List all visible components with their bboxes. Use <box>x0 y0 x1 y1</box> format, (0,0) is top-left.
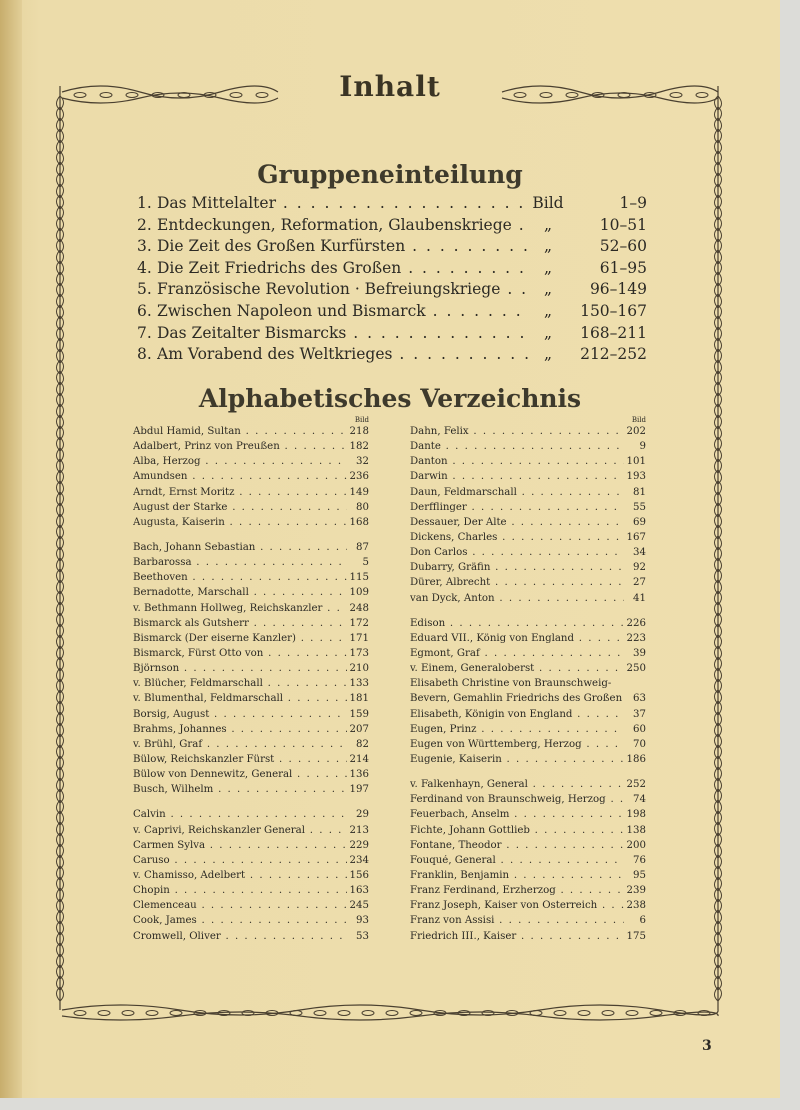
entry-name: Dante . . . <box>410 441 624 452</box>
index-entry <box>133 809 369 824</box>
entry-bild-number: 167 <box>626 531 646 543</box>
index-entry <box>410 618 646 633</box>
entry-name: Cromwell, Oliver . . . <box>133 931 347 942</box>
index-entry <box>410 487 646 502</box>
entry-name: Danton . . . <box>410 456 624 467</box>
entry-bild-number: 70 <box>633 738 646 750</box>
index-entry <box>133 633 369 648</box>
group-label: Die Zeit des Großen Kurfürsten . . . <box>157 237 529 255</box>
group-range: 150–167 <box>580 301 647 320</box>
entry-bild-number: 245 <box>349 900 369 912</box>
index-entry <box>410 693 646 708</box>
entry-bild-number: 74 <box>633 794 646 806</box>
group-label: Am Vorabend des Weltkrieges . . . <box>157 345 529 363</box>
entry-bild-number: 55 <box>633 501 646 513</box>
index-entry <box>410 562 646 577</box>
group-number: 2. <box>137 215 152 234</box>
entry-name: Franklin, Benjamin . . . <box>410 870 624 881</box>
entry-bild-number: 27 <box>633 577 646 589</box>
border-leaf <box>626 1011 638 1016</box>
border-leaf <box>386 1011 398 1016</box>
group-list <box>137 194 647 367</box>
entry-name: v. Brühl, Graf . . . <box>133 739 347 750</box>
entry-bild-number: 214 <box>349 753 369 765</box>
index-entry <box>133 724 369 739</box>
group-label: Die Zeit Friedrichs des Großen . . . <box>157 259 529 277</box>
group-prefix: „ <box>543 215 553 234</box>
entry-name: Dickens, Charles . . . <box>410 532 624 543</box>
group-number: 3. <box>137 237 152 256</box>
letter-gap <box>133 532 369 542</box>
index-entry <box>410 870 646 885</box>
entry-name: v. Bethmann Hollweg, Reichskanzler . . . <box>133 603 347 614</box>
entry-name: Don Carlos . . . <box>410 547 624 558</box>
entry-name: Edison . . . <box>410 618 624 629</box>
index-entry <box>133 456 369 471</box>
index-entry <box>410 809 646 824</box>
entry-name: Franz von Assisi . . . <box>410 915 624 926</box>
group-range: 52–60 <box>599 237 647 256</box>
index-entry <box>410 517 646 532</box>
group-prefix: „ <box>543 345 553 364</box>
entry-bild-number: 218 <box>349 426 369 437</box>
border-leaf <box>122 1011 134 1016</box>
entry-name: Alba, Herzog . . . <box>133 456 347 467</box>
entry-bild-number: 39 <box>633 647 646 659</box>
entry-bild-number: 81 <box>633 486 646 498</box>
entry-name: Eugenie, Kaiserin . . . <box>410 754 624 765</box>
entry-name: Björnson . . . <box>133 663 347 674</box>
entry-name: Calvin . . . <box>133 809 347 820</box>
group-row <box>137 237 647 259</box>
entry-name: Borsig, August . . . <box>133 709 347 720</box>
entry-bild-number: 138 <box>626 824 646 836</box>
index-entry <box>133 441 369 456</box>
index-entry <box>410 678 646 693</box>
index-entry <box>133 825 369 840</box>
entry-bild-number: 223 <box>626 632 646 644</box>
entry-bild-number: 210 <box>349 663 369 675</box>
page-number: 3 <box>702 1038 712 1054</box>
border-leaf <box>362 1011 374 1016</box>
entry-bild-number: 207 <box>349 723 369 735</box>
index-entry <box>133 542 369 557</box>
entry-name: Elisabeth, Königin von England . . . <box>410 709 624 720</box>
entry-bild-number: 5 <box>362 557 369 569</box>
index-entry <box>410 794 646 809</box>
entry-name: v. Einem, Generaloberst . . . <box>410 663 624 674</box>
index-entry <box>410 663 646 678</box>
entry-bild-number: 172 <box>349 617 369 629</box>
entry-bild-number: 60 <box>633 723 646 735</box>
index-entry <box>410 885 646 900</box>
group-label: Das Mittelalter . . . <box>157 194 529 212</box>
entry-bild-number: 239 <box>626 885 646 897</box>
entry-bild-number: 34 <box>633 547 646 559</box>
index-column-left <box>133 416 369 946</box>
index-entry <box>410 633 646 648</box>
index-entry <box>410 724 646 739</box>
entry-name: Bülow von Dennewitz, General . . . <box>133 769 347 780</box>
group-number: 4. <box>137 258 152 277</box>
entry-bild-number: 198 <box>626 809 646 821</box>
index-entry <box>410 441 646 456</box>
index-entry <box>410 739 646 754</box>
entry-name: Abdul Hamid, Sultan . . . <box>133 426 347 437</box>
entry-name: v. Chamisso, Adelbert . . . <box>133 870 347 881</box>
entry-name: v. Blücher, Feldmarschall . . . <box>133 678 347 689</box>
entry-bild-number: 101 <box>626 456 646 468</box>
index-entry <box>410 426 646 441</box>
index-entry <box>410 648 646 663</box>
entry-name: Busch, Wilhelm . . . <box>133 784 347 795</box>
entry-name: Dessauer, Der Alte . . . <box>410 517 624 528</box>
entry-bild-number: 95 <box>633 869 646 881</box>
entry-name: Adalbert, Prinz von Preußen . . . <box>133 441 347 452</box>
index-entry <box>410 915 646 930</box>
entry-bild-number: 236 <box>349 471 369 483</box>
entry-name: Cook, James . . . <box>133 915 347 926</box>
index-entry <box>133 885 369 900</box>
index-entry <box>410 502 646 517</box>
group-label: Das Zeitalter Bismarcks . . . <box>157 324 529 342</box>
entry-bild-number: 149 <box>349 486 369 498</box>
entry-bild-number: 80 <box>356 501 369 513</box>
border-leaf <box>602 1011 614 1016</box>
entry-bild-number: 213 <box>349 824 369 836</box>
group-prefix: „ <box>543 280 553 299</box>
entry-name: Bernadotte, Marschall . . . <box>133 587 347 598</box>
entry-bild-number: 181 <box>349 693 369 705</box>
index-entry <box>410 547 646 562</box>
index-entry <box>133 603 369 618</box>
entry-name: Fichte, Johann Gottlieb . . . <box>410 825 624 836</box>
group-prefix: „ <box>543 301 553 320</box>
group-prefix: „ <box>543 323 553 342</box>
entry-name: Amundsen . . . <box>133 471 347 482</box>
entry-bild-number: 163 <box>349 885 369 897</box>
group-row <box>137 345 647 367</box>
group-range: 61–95 <box>599 258 647 277</box>
group-row <box>137 259 647 281</box>
entry-bild-number: 9 <box>639 441 646 453</box>
entry-bild-number: 136 <box>349 769 369 781</box>
entry-bild-number: 41 <box>633 592 646 604</box>
index-entry <box>133 855 369 870</box>
entry-bild-number: 234 <box>349 854 369 866</box>
index-entry <box>410 593 646 608</box>
index-entry <box>133 709 369 724</box>
entry-bild-number: 159 <box>349 708 369 720</box>
entry-name: v. Caprivi, Reichskanzler General . . . <box>133 825 347 836</box>
letter-gap <box>410 608 646 618</box>
entry-bild-number: 109 <box>349 587 369 599</box>
group-number: 5. <box>137 280 152 299</box>
entry-name: van Dyck, Anton . . . <box>410 593 624 604</box>
index-entry <box>133 900 369 915</box>
index-entry <box>133 587 369 602</box>
group-number: 8. <box>137 345 152 364</box>
index-entry <box>133 557 369 572</box>
index-entry <box>410 532 646 547</box>
entry-name: Bismarck, Fürst Otto von . . . <box>133 648 347 659</box>
entry-name: Darwin . . . <box>410 471 624 482</box>
index-entry <box>133 678 369 693</box>
entry-name: Carmen Sylva . . . <box>133 840 347 851</box>
contents-heading: Inhalt <box>339 70 441 103</box>
entry-bild-number: 32 <box>356 456 369 468</box>
index-entry <box>410 456 646 471</box>
entry-name: Fouqué, General . . . <box>410 855 624 866</box>
entry-bild-number: 202 <box>626 426 646 437</box>
group-label: Entdeckungen, Reformation, Glaubenskriege . . . <box>157 216 529 234</box>
entry-name: Egmont, Graf . . . <box>410 648 624 659</box>
index-entry <box>410 840 646 855</box>
group-range: 96–149 <box>589 280 647 299</box>
border-leaf <box>410 1011 422 1016</box>
letter-gap <box>410 769 646 779</box>
entry-bild-number: 182 <box>349 441 369 453</box>
entry-name: Dubarry, Gräfin . . . <box>410 562 624 573</box>
index-entry <box>410 779 646 794</box>
index-entry <box>133 471 369 486</box>
index-entry <box>410 855 646 870</box>
entry-name: Brahms, Johannes . . . <box>133 724 347 735</box>
entry-bild-number: 93 <box>356 915 369 927</box>
entry-name: v. Falkenhayn, General . . . <box>410 779 624 790</box>
groups-title: Gruppeneinteilung <box>257 160 523 189</box>
entry-name: Chopin . . . <box>133 885 347 896</box>
entry-bild-number: 171 <box>349 632 369 644</box>
group-range: 10–51 <box>599 215 647 234</box>
index-entry <box>133 663 369 678</box>
entry-name: Clemenceau . . . <box>133 900 347 911</box>
entry-name: Bülow, Reichskanzler Fürst . . . <box>133 754 347 765</box>
group-prefix: Bild <box>532 194 564 212</box>
group-row <box>137 324 647 346</box>
entry-bild-number: 226 <box>626 617 646 629</box>
entry-bild-number: 197 <box>349 784 369 796</box>
entry-bild-number: 193 <box>626 471 646 483</box>
index-entry <box>410 900 646 915</box>
index-entry <box>133 693 369 708</box>
entry-name: Eugen, Prinz . . . <box>410 724 624 735</box>
index-title: Alphabetisches Verzeichnis <box>198 384 582 413</box>
entry-name: Fontane, Theodor . . . <box>410 840 624 851</box>
index-entry <box>133 648 369 663</box>
bild-column-label: Bild <box>354 416 369 424</box>
border-leaf <box>650 1011 662 1016</box>
index-entry <box>133 840 369 855</box>
index-entry <box>133 931 369 946</box>
entry-name: Eduard VII., König von England . . . <box>410 633 624 644</box>
index-entry <box>133 618 369 633</box>
index-entry <box>410 709 646 724</box>
entry-bild-number: 53 <box>356 930 369 942</box>
entry-name: Derfflinger . . . <box>410 502 624 513</box>
entry-name: Elisabeth Christine von Braunschweig- <box>410 678 612 690</box>
index-entry <box>133 502 369 517</box>
entry-bild-number: 156 <box>349 869 369 881</box>
entry-name: Barbarossa . . . <box>133 557 347 568</box>
index-entry <box>133 754 369 769</box>
entry-bild-number: 175 <box>626 930 646 942</box>
group-range: 1–9 <box>619 194 647 212</box>
border-leaf <box>74 1011 86 1016</box>
entry-bild-number: 133 <box>349 678 369 690</box>
entry-name: Ferdinand von Braunschweig, Herzog . . . <box>410 794 624 805</box>
entry-bild-number: 250 <box>626 663 646 675</box>
entry-bild-number: 229 <box>349 839 369 851</box>
entry-name: August der Starke . . . <box>133 502 347 513</box>
entry-bild-number: 200 <box>626 839 646 851</box>
entry-bild-number: 82 <box>356 738 369 750</box>
group-range: 212–252 <box>580 345 647 364</box>
border-leaf <box>146 1011 158 1016</box>
entry-name: Eugen von Württemberg, Herzog . . . <box>410 739 624 750</box>
group-number: 6. <box>137 301 152 320</box>
index-entry <box>410 577 646 592</box>
entry-bild-number: 173 <box>349 647 369 659</box>
index-entry <box>133 572 369 587</box>
index-entry <box>133 915 369 930</box>
entry-name: Franz Ferdinand, Erzherzog . . . <box>410 885 624 896</box>
entry-name: Bismarck als Gutsherr . . . <box>133 618 347 629</box>
border-leaf <box>338 1011 350 1016</box>
index-column-right <box>410 416 646 946</box>
index-entry <box>410 931 646 946</box>
entry-name: Augusta, Kaiserin . . . <box>133 517 347 528</box>
border-leaf <box>578 1011 590 1016</box>
index-entry <box>410 471 646 486</box>
index-entry <box>133 870 369 885</box>
index-entry <box>133 517 369 532</box>
entry-name: Bach, Johann Sebastian . . . <box>133 542 347 553</box>
group-label: Zwischen Napoleon und Bismarck . . . <box>157 302 529 320</box>
group-row <box>137 216 647 238</box>
entry-name: Dürer, Albrecht . . . <box>410 577 624 588</box>
entry-bild-number: 69 <box>633 516 646 528</box>
entry-name: v. Blumenthal, Feldmarschall . . . <box>133 693 347 704</box>
group-row <box>137 194 647 216</box>
entry-bild-number: 252 <box>626 779 646 791</box>
border-leaf <box>314 1011 326 1016</box>
entry-bild-number: 29 <box>356 809 369 821</box>
entry-bild-number: 63 <box>633 693 646 705</box>
entry-name: Dahn, Felix . . . <box>410 426 624 437</box>
border-leaf <box>170 1011 182 1016</box>
border-leaf <box>554 1011 566 1016</box>
entry-bild-number: 6 <box>639 915 646 927</box>
entry-name: Caruso . . . <box>133 855 347 866</box>
group-label: Französische Revolution · Befreiungskriege . . . <box>157 280 529 298</box>
entry-bild-number: 186 <box>626 753 646 765</box>
border-leaf <box>98 1011 110 1016</box>
entry-name: Feuerbach, Anselm . . . <box>410 809 624 820</box>
index-entry <box>133 769 369 784</box>
index-entry <box>133 784 369 799</box>
entry-name: Arndt, Ernst Moritz . . . <box>133 487 347 498</box>
group-number: 7. <box>137 323 152 342</box>
group-row <box>137 302 647 324</box>
entry-name: Beethoven . . . <box>133 572 347 583</box>
index-entry <box>410 825 646 840</box>
bild-column-label: Bild <box>631 416 646 424</box>
group-prefix: „ <box>543 237 553 256</box>
entry-name: Bevern, Gemahlin Friedrichs des Großen . . . <box>410 693 624 704</box>
entry-bild-number: 37 <box>633 708 646 720</box>
entry-name: Daun, Feldmarschall . . . <box>410 487 624 498</box>
letter-gap <box>133 799 369 809</box>
entry-bild-number: 248 <box>349 602 369 614</box>
entry-bild-number: 168 <box>349 516 369 528</box>
entry-bild-number: 76 <box>633 854 646 866</box>
entry-name: Bismarck (Der eiserne Kanzler) . . . <box>133 633 347 644</box>
index-entry <box>410 754 646 769</box>
group-range: 168–211 <box>580 323 647 342</box>
entry-bild-number: 115 <box>349 572 369 584</box>
entry-name: Franz Joseph, Kaiser von Österreich . . . <box>410 900 624 911</box>
group-row <box>137 280 647 302</box>
index-entry <box>133 487 369 502</box>
entry-bild-number: 238 <box>626 900 646 912</box>
entry-name: Friedrich III., Kaiser . . . <box>410 931 624 942</box>
index-entry <box>133 426 369 441</box>
entry-bild-number: 87 <box>356 541 369 553</box>
group-prefix: „ <box>543 258 553 277</box>
group-number: 1. <box>137 194 152 212</box>
entry-bild-number: 92 <box>633 562 646 574</box>
index-entry <box>133 739 369 754</box>
